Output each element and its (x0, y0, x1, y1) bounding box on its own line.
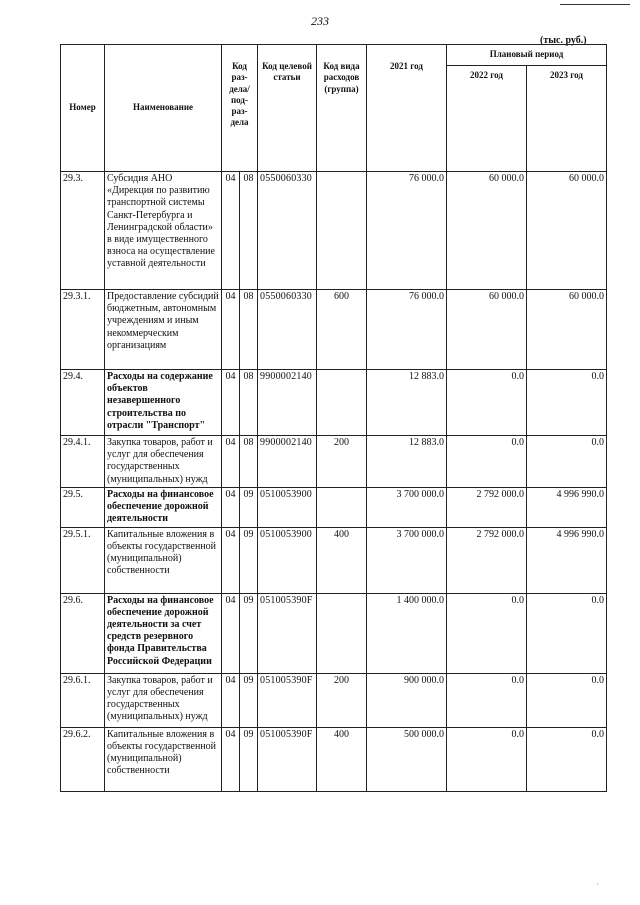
row-amount-2021: 12 883.0 (367, 370, 447, 436)
header-csr: Код целевой статьи (258, 45, 317, 172)
row-podrazdel: 09 (240, 727, 258, 791)
row-amount-2022: 0.0 (447, 436, 527, 488)
row-number: 29.3.1. (61, 290, 105, 370)
row-amount-2021: 76 000.0 (367, 172, 447, 290)
row-amount-2021: 3 700 000.0 (367, 527, 447, 593)
row-vr-code: 200 (317, 673, 367, 727)
header-vr: Код вида расходов (группа) (317, 45, 367, 172)
row-name: Субсидия АНО «Дирекция по развитию транспортной системы Санкт-Петербурга и Ленинградской области» в виде имущественного взноса на осуществление уставной деятельности (105, 172, 222, 290)
row-podrazdel: 08 (240, 370, 258, 436)
row-podrazdel: 09 (240, 593, 258, 673)
row-amount-2023: 0.0 (527, 727, 607, 791)
header-plan: Плановый период (447, 45, 607, 66)
row-name: Расходы на финансовое обеспечение дорожной деятельности (105, 488, 222, 528)
row-podrazdel: 09 (240, 488, 258, 528)
table-body (61, 172, 607, 792)
header-row (61, 45, 607, 66)
units-label: (тыс. руб.) (540, 35, 587, 46)
row-number: 29.6. (61, 593, 105, 673)
row-vr-code: 200 (317, 436, 367, 488)
row-razdel: 04 (222, 488, 240, 528)
row-number: 29.4. (61, 370, 105, 436)
row-razdel: 04 (222, 370, 240, 436)
row-podrazdel: 08 (240, 290, 258, 370)
row-vr-code: 400 (317, 527, 367, 593)
row-name: Расходы на содержание объектов незавершенного строительства по отрасли "Транспорт" (105, 370, 222, 436)
table-row (61, 673, 607, 727)
row-amount-2022: 0.0 (447, 593, 527, 673)
row-csr-code: 9900002140 (258, 436, 317, 488)
row-number: 29.6.2. (61, 727, 105, 791)
row-csr-code: 0550060330 (258, 172, 317, 290)
header-name: Наименование (105, 45, 222, 172)
row-name: Капитальные вложения в объекты государственной (муниципальной) собственности (105, 527, 222, 593)
row-podrazdel: 09 (240, 527, 258, 593)
table-row (61, 727, 607, 791)
row-name: Расходы на финансовое обеспечение дорожной деятельности за счет средств резервного фонда Правительства Российской Федерации (105, 593, 222, 673)
row-amount-2023: 4 996 990.0 (527, 488, 607, 528)
row-amount-2022: 60 000.0 (447, 172, 527, 290)
row-amount-2022: 2 792 000.0 (447, 488, 527, 528)
row-vr-code (317, 488, 367, 528)
row-name: Закупка товаров, работ и услуг для обеспечения государственных (муниципальных) нужд (105, 673, 222, 727)
header-razdel: Код раз-дела/ под-раз-дела (222, 45, 258, 172)
row-razdel: 04 (222, 593, 240, 673)
row-podrazdel: 08 (240, 172, 258, 290)
header-num: Номер (61, 45, 105, 172)
row-podrazdel: 09 (240, 673, 258, 727)
row-vr-code (317, 593, 367, 673)
row-amount-2023: 60 000.0 (527, 172, 607, 290)
row-csr-code: 051005390F (258, 593, 317, 673)
row-name: Закупка товаров, работ и услуг для обеспечения государственных (муниципальных) нужд (105, 436, 222, 488)
row-number: 29.4.1. (61, 436, 105, 488)
row-amount-2023: 0.0 (527, 370, 607, 436)
row-razdel: 04 (222, 727, 240, 791)
row-razdel: 04 (222, 673, 240, 727)
row-vr-code (317, 370, 367, 436)
row-amount-2021: 500 000.0 (367, 727, 447, 791)
row-amount-2021: 900 000.0 (367, 673, 447, 727)
row-amount-2023: 4 996 990.0 (527, 527, 607, 593)
page-number: 233 (311, 14, 329, 28)
row-name: Капитальные вложения в объекты государственной (муниципальной) собственности (105, 727, 222, 791)
row-razdel: 04 (222, 527, 240, 593)
row-amount-2023: 0.0 (527, 673, 607, 727)
page-mark: · (596, 880, 599, 889)
row-amount-2022: 2 792 000.0 (447, 527, 527, 593)
row-number: 29.5.1. (61, 527, 105, 593)
row-name: Предоставление субсидий бюджетным, автономным учреждениям и иным некоммерческим организациям (105, 290, 222, 370)
row-vr-code: 400 (317, 727, 367, 791)
row-csr-code: 0510053900 (258, 527, 317, 593)
row-amount-2022: 0.0 (447, 673, 527, 727)
top-rule (560, 4, 630, 5)
row-number: 29.3. (61, 172, 105, 290)
row-csr-code: 9900002140 (258, 370, 317, 436)
row-vr-code (317, 172, 367, 290)
row-csr-code: 051005390F (258, 673, 317, 727)
row-amount-2022: 0.0 (447, 370, 527, 436)
row-number: 29.5. (61, 488, 105, 528)
budget-table (60, 44, 607, 792)
header-2022: 2022 год (447, 66, 527, 172)
row-amount-2022: 0.0 (447, 727, 527, 791)
header-2021: 2021 год (367, 45, 447, 172)
table-row (61, 488, 607, 528)
row-csr-code: 0550060330 (258, 290, 317, 370)
row-razdel: 04 (222, 172, 240, 290)
row-amount-2021: 1 400 000.0 (367, 593, 447, 673)
row-amount-2023: 60 000.0 (527, 290, 607, 370)
row-razdel: 04 (222, 436, 240, 488)
table-row (61, 527, 607, 593)
row-amount-2023: 0.0 (527, 436, 607, 488)
row-number: 29.6.1. (61, 673, 105, 727)
row-vr-code: 600 (317, 290, 367, 370)
row-amount-2021: 76 000.0 (367, 290, 447, 370)
row-amount-2022: 60 000.0 (447, 290, 527, 370)
row-podrazdel: 08 (240, 436, 258, 488)
row-csr-code: 051005390F (258, 727, 317, 791)
table-row (61, 172, 607, 290)
table-row (61, 290, 607, 370)
row-csr-code: 0510053900 (258, 488, 317, 528)
row-amount-2023: 0.0 (527, 593, 607, 673)
table-row (61, 370, 607, 436)
table-row (61, 593, 607, 673)
row-razdel: 04 (222, 290, 240, 370)
header-2023: 2023 год (527, 66, 607, 172)
table-row (61, 436, 607, 488)
row-amount-2021: 12 883.0 (367, 436, 447, 488)
row-amount-2021: 3 700 000.0 (367, 488, 447, 528)
